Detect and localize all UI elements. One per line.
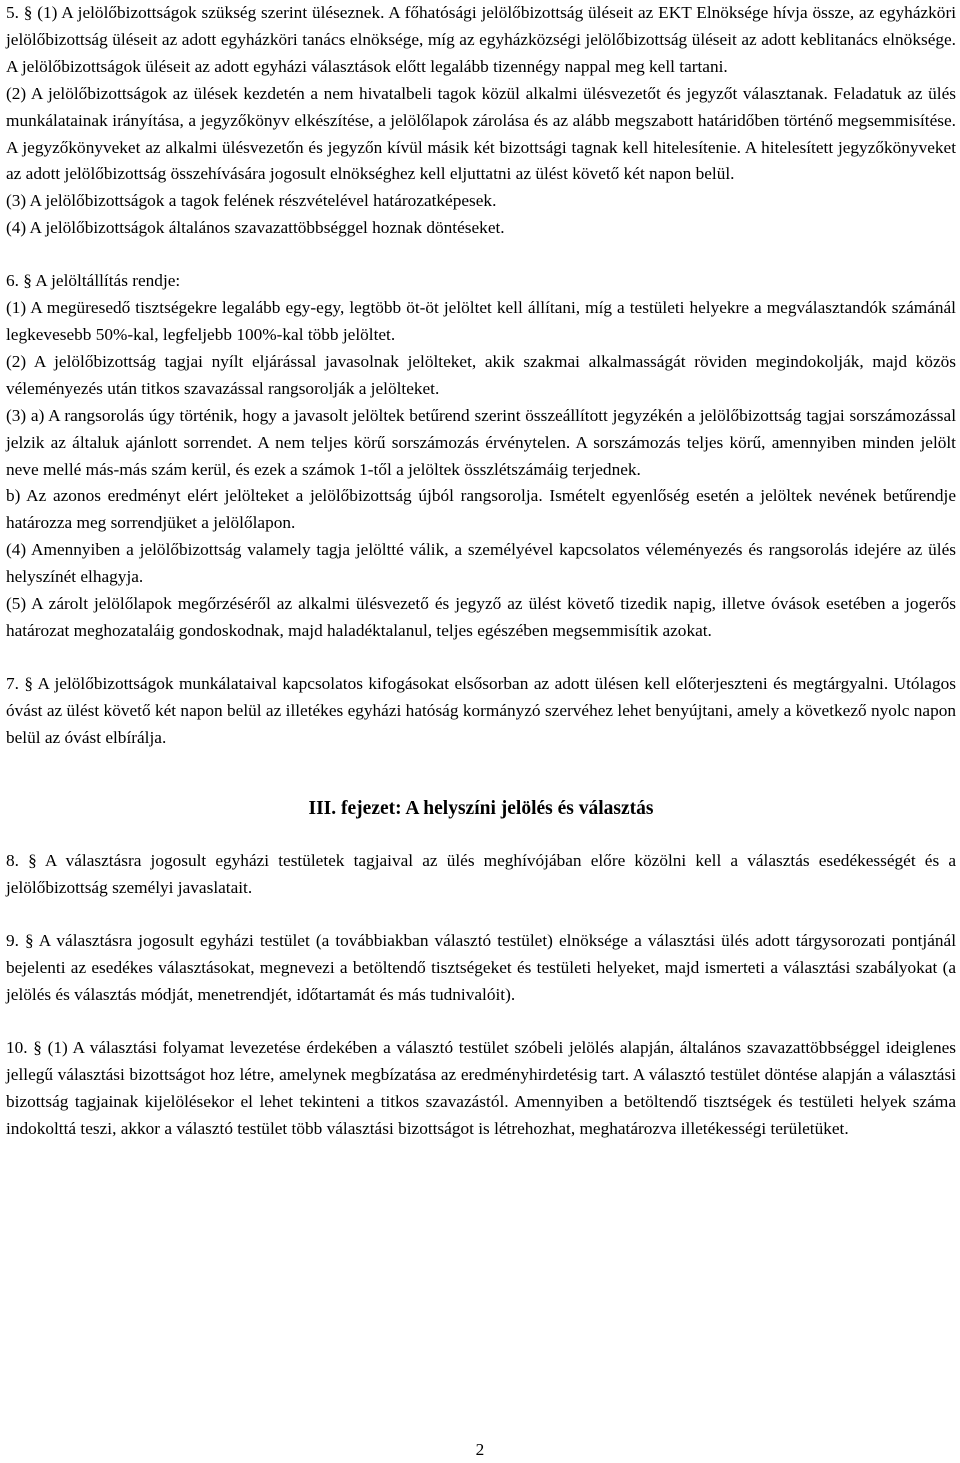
section-6-paragraph-3b: b) Az azonos eredményt elért jelölteket a jelölőbizottság újból rangsorolja. Ismételt egyenlőség esetén a jelöltek nevének betűrendje határozza meg sorrendjüket a jelölőlapon. (6, 486, 956, 533)
section-5-paragraph-1: 5. § (1) A jelölőbizottságok szükség szerint üléseznek. A főhatósági jelölőbizottság üléseit az EKT Elnöksége hívja össze, az egyházköri jelölőbizottság üléseit az adott egyházköri tanács elnöksége, míg az egyházközségi jelölőbizottság üléseit az adott keblitanács elnöksége. A jelölőbizottságok üléseit az adott egyházi választások előtt legalább tizennégy nappal meg kell tartani. (6, 3, 956, 76)
spacer (6, 752, 956, 796)
page-number: 2 (475, 1440, 485, 1459)
section-6-title: 6. § A jelöltállítás rendje: (6, 271, 181, 291)
section-10-paragraph-1: 10. § (1) A választási folyamat levezetése érdekében a választó testület szóbeli jelölés alapján, általános szavazattöbbséggel ideiglenes jellegű választási bizottságot hoz létre, amelynek megbízatása az eredményhirdetésig tart. A választó testület döntése alapján a választási bizottság tagjainak kijelölésekor el lehet tekinteni a titkos szavazástól. Amennyiben a betöltendő tisztségek és testületi helyek száma indokolttá teszi, akkor a választó testület több választási bizottságot is létrehozhat, meghatározva illetékességi területüket. (6, 1038, 956, 1138)
spacer (6, 902, 956, 928)
section-6-paragraph-1: (1) A megüresedő tisztségekre legalább egy-egy, legtöbb öt-öt jelöltet kell állítani, míg a testületi helyekre a megválasztandók számánál legkevesebb 50%-kal, legfeljebb 100%-kal több jelöltet. (6, 298, 956, 344)
section-5-paragraph-3: (3) A jelölőbizottságok a tagok felének részvételével határozatképesek. (6, 191, 497, 211)
section-6-paragraph-4: (4) Amennyiben a jelölőbizottság valamely tagja jelöltté válik, a személyével kapcsolatos véleményezés és rangsorolás idejére az ülés helyszínét elhagyja. (6, 540, 956, 587)
section-5-paragraph-4: (4) A jelölőbizottságok általános szavazattöbbséggel hoznak döntéseket. (6, 218, 505, 238)
section-9-paragraph-1: 9. § A választásra jogosult egyházi testület (a továbbiakban választó testület) elnöksége a választási ülés adott tárgysorozati pontjánál bejelenti az esedékes választásokat, megnevezi a betöltendő tisztségeket és testületi helyeket, majd ismerteti a választási szabályokat (a jelölés és választás módját, menetrendjét, időtartamát és más tudnivalóit). (6, 931, 956, 1005)
section-6-paragraph-2: (2) A jelölőbizottság tagjai nyílt eljárással javasolnak jelölteket, akik szakmai alkalmasságát röviden megindokolják, majd közös véleményezés után titkos szavazással rangsorolják a jelölteket. (6, 351, 956, 398)
spacer (6, 822, 956, 848)
section-6-paragraph-5: (5) A zárolt jelölőlapok megőrzéséről az alkalmi ülésvezető és jegyző az ülést követő tizedik napig, illetve óvások esetében a jogerős határozat meghozataláig gondoskodnak, majd haladéktalanul, teljes egészében megsemmisítik azokat. (6, 594, 956, 640)
spacer (6, 242, 956, 268)
section-6-paragraph-3a: (3) a) A rangsorolás úgy történik, hogy a javasolt jelöltek betűrend szerint összeállított jegyzékén a jelölőbizottság tagjai sorszámozással jelzik az általuk ajánlott sorrendet. A nem teljes körű sorszámozás érvénytelen. A sorszámozás teljes körű, amennyiben minden jelölt neve mellé más-más szám kerül, és ezek a számok 1-től a jelöltek összlétszámáig terjednek. (6, 405, 956, 479)
spacer (6, 645, 956, 671)
section-8-paragraph-1: 8. § A választásra jogosult egyházi testületek tagjaival az ülés meghívójában előre közölni kell a választás esedékességét és a jelölőbizottság személyi javaslatait. (6, 851, 956, 898)
document-page (6, 0, 956, 1143)
section-7-paragraph-1: 7. § A jelölőbizottságok munkálataival kapcsolatos kifogásokat elsősorban az adott ülésen kell előterjeszteni és megtárgyalni. Utólagos óvást az ülést követő két napon belül az illetékes egyházi hatóság kormányzó szervéhez lehet benyújtani, amely a következő nyolc napon belül az óvást elbírálja. (6, 673, 956, 747)
section-5-paragraph-2: (2) A jelölőbizottságok az ülések kezdetén a nem hivatalbeli tagok közül alkalmi ülésvezetőt és jegyzőt választanak. Feladatuk az ülés munkálatainak irányítása, a jegyzőkönyv elkészítése, a jelölőlapok zárolása és az alább megszabott határidőben történő megsemmisítése. A jegyzőkönyveket az alkalmi ülésvezetőn és jegyzőn kívül másik két bizottsági tagnak kell hitelesítenie. A hitelesített jegyzőkönyveket az adott jelölőbizottság összehívására jogosult elnökséghez kell eljuttatni az ülést követő két napon belül. (6, 83, 956, 184)
chapter-3-heading: III. fejezet: A helyszíni jelölés és választás (308, 797, 654, 819)
spacer (6, 1009, 956, 1035)
